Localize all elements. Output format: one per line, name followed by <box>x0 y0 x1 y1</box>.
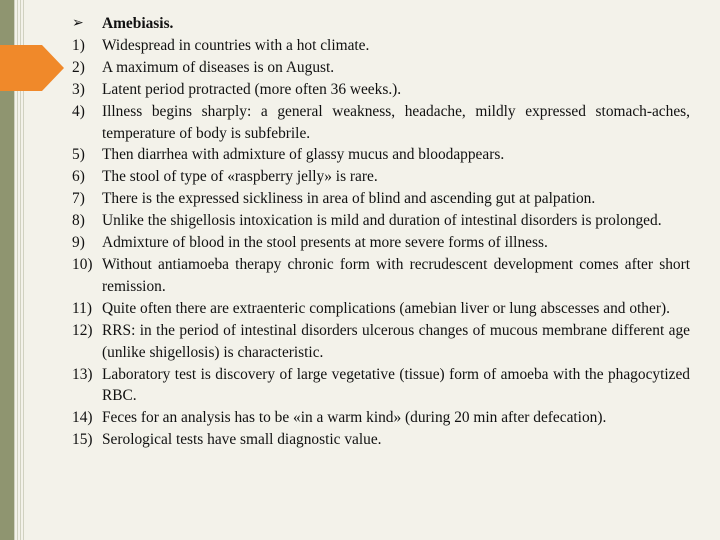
list-item-text: Admixture of blood in the stool presents at more severe forms of illness. <box>102 234 548 252</box>
list-item-text: Serological tests have small diagnostic value. <box>102 431 382 449</box>
list-item-number: 15) <box>72 431 93 449</box>
list-item <box>72 210 690 232</box>
list-item-text: RRS: in the period of intestinal disorders ulcerous changes of mucous membrane different age (unlike shigellosis) is characteristic. <box>102 321 690 361</box>
list-item-text: Then diarrhea with admixture of glassy mucus and bloodappears. <box>102 146 505 164</box>
list-item <box>72 429 690 451</box>
list-item-number: 12) <box>72 321 93 339</box>
list-item-text: Unlike the shigellosis intoxication is mild and duration of intestinal disorders is prolonged. <box>102 212 662 230</box>
list-item-number: 2) <box>72 58 85 76</box>
list-item-text: Without antiamoeba therapy chronic form with recrudescent development comes after short remission. <box>102 255 690 295</box>
accent-arrow <box>0 45 64 91</box>
list-item <box>72 320 690 364</box>
list-item-number: 14) <box>72 409 93 427</box>
heading-row <box>72 13 690 35</box>
list-item-number: 7) <box>72 190 85 208</box>
list-item-text: Quite often there are extraenteric complications (amebian liver or lung abscesses and other). <box>102 299 670 317</box>
list-item-number: 11) <box>72 299 92 317</box>
list-item-text: Laboratory test is discovery of large vegetative (tissue) form of amoeba with the phagocytized RBC. <box>102 365 690 405</box>
list-item-text: Feces for an analysis has to be «in a warm kind» (during 20 min after defecation). <box>102 409 607 427</box>
list-item-number: 6) <box>72 168 85 186</box>
list-item-number: 8) <box>72 212 85 230</box>
list-item-text: The stool of type of «raspberry jelly» is rare. <box>102 168 378 186</box>
list-item <box>72 188 690 210</box>
list-item-number: 4) <box>72 102 85 120</box>
list-item <box>72 144 690 166</box>
list-item <box>72 232 690 254</box>
list-item-number: 1) <box>72 36 85 54</box>
list-item-text: Widespread in countries with a hot climate. <box>102 36 370 54</box>
list-item <box>72 166 690 188</box>
list-item-text: Illness begins sharply: a general weakness, headache, mildly expressed stomach-aches, temperature of body is subfebrile. <box>102 102 690 142</box>
slide-content <box>72 13 690 451</box>
list-item-text: Latent period protracted (more often 36 weeks.). <box>102 80 402 98</box>
list-item <box>72 407 690 429</box>
list-item <box>72 79 690 101</box>
list-item <box>72 298 690 320</box>
arrow-icon <box>0 45 64 91</box>
list-item <box>72 254 690 298</box>
list-item <box>72 57 690 79</box>
list-item-number: 10) <box>72 255 93 273</box>
list-item-text: There is the expressed sickliness in area of blind and ascending gut at palpation. <box>102 190 596 208</box>
bullet-arrow-icon: ➢ <box>72 15 84 31</box>
list-item <box>72 35 690 57</box>
list-item-number: 13) <box>72 365 93 383</box>
list-item <box>72 364 690 408</box>
list-item-number: 3) <box>72 80 85 98</box>
list-item-text: A maximum of diseases is on August. <box>102 58 335 76</box>
heading-title: Amebiasis. <box>102 15 174 32</box>
list-item-number: 5) <box>72 146 85 164</box>
list-item <box>72 101 690 145</box>
list-item-number: 9) <box>72 234 85 252</box>
